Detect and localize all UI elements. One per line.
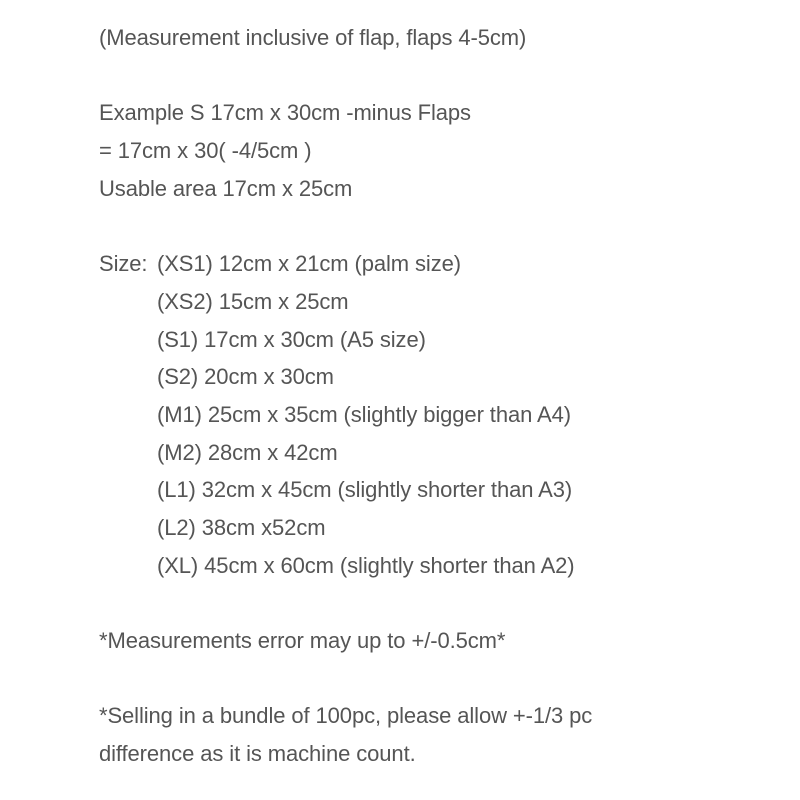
spacer	[99, 207, 779, 245]
spacer	[99, 57, 779, 95]
size-row-s2	[99, 358, 779, 396]
example-line-2: = 17cm x 30( -4/5cm )	[99, 138, 312, 164]
spacer	[99, 660, 779, 698]
bundle-note-line-2: difference as it is machine count.	[99, 741, 416, 767]
size-item: (L1) 32cm x 45cm (slightly shorter than A3)	[157, 477, 573, 503]
flap-note: (Measurement inclusive of flap, flaps 4-5cm)	[99, 25, 527, 50]
size-item: (L2) 38cm x52cm	[157, 514, 326, 540]
size-row-xs1	[99, 245, 779, 283]
size-row-m2	[99, 434, 779, 472]
size-item: (XL) 45cm x 60cm (slightly shorter than A2)	[157, 552, 575, 578]
size-label: Size:	[99, 251, 148, 277]
spacer	[99, 584, 779, 622]
size-item: (M1) 25cm x 35cm (slightly bigger than A4)	[157, 401, 571, 427]
product-size-description	[99, 19, 779, 773]
size-item: (XS1) 12cm x 21cm (palm size)	[157, 251, 461, 277]
size-item: (XS2) 15cm x 25cm	[157, 288, 349, 314]
size-row-m1	[99, 396, 779, 434]
size-item: (M2) 28cm x 42cm	[157, 439, 338, 465]
size-row-xl	[99, 547, 779, 585]
bundle-note-line-1: *Selling in a bundle of 100pc, please allow +-1/3 pc	[99, 703, 593, 729]
size-row-l1	[99, 471, 779, 509]
size-row-xs2	[99, 283, 779, 321]
size-item: (S1) 17cm x 30cm (A5 size)	[157, 326, 426, 352]
example-line-3: Usable area 17cm x 25cm	[99, 175, 353, 201]
error-note: *Measurements error may up to +/-0.5cm*	[99, 628, 506, 653]
size-item: (S2) 20cm x 30cm	[157, 364, 334, 390]
example-line-1: Example S 17cm x 30cm -minus Flaps	[99, 100, 471, 126]
size-row-s1	[99, 321, 779, 359]
size-row-l2	[99, 509, 779, 547]
